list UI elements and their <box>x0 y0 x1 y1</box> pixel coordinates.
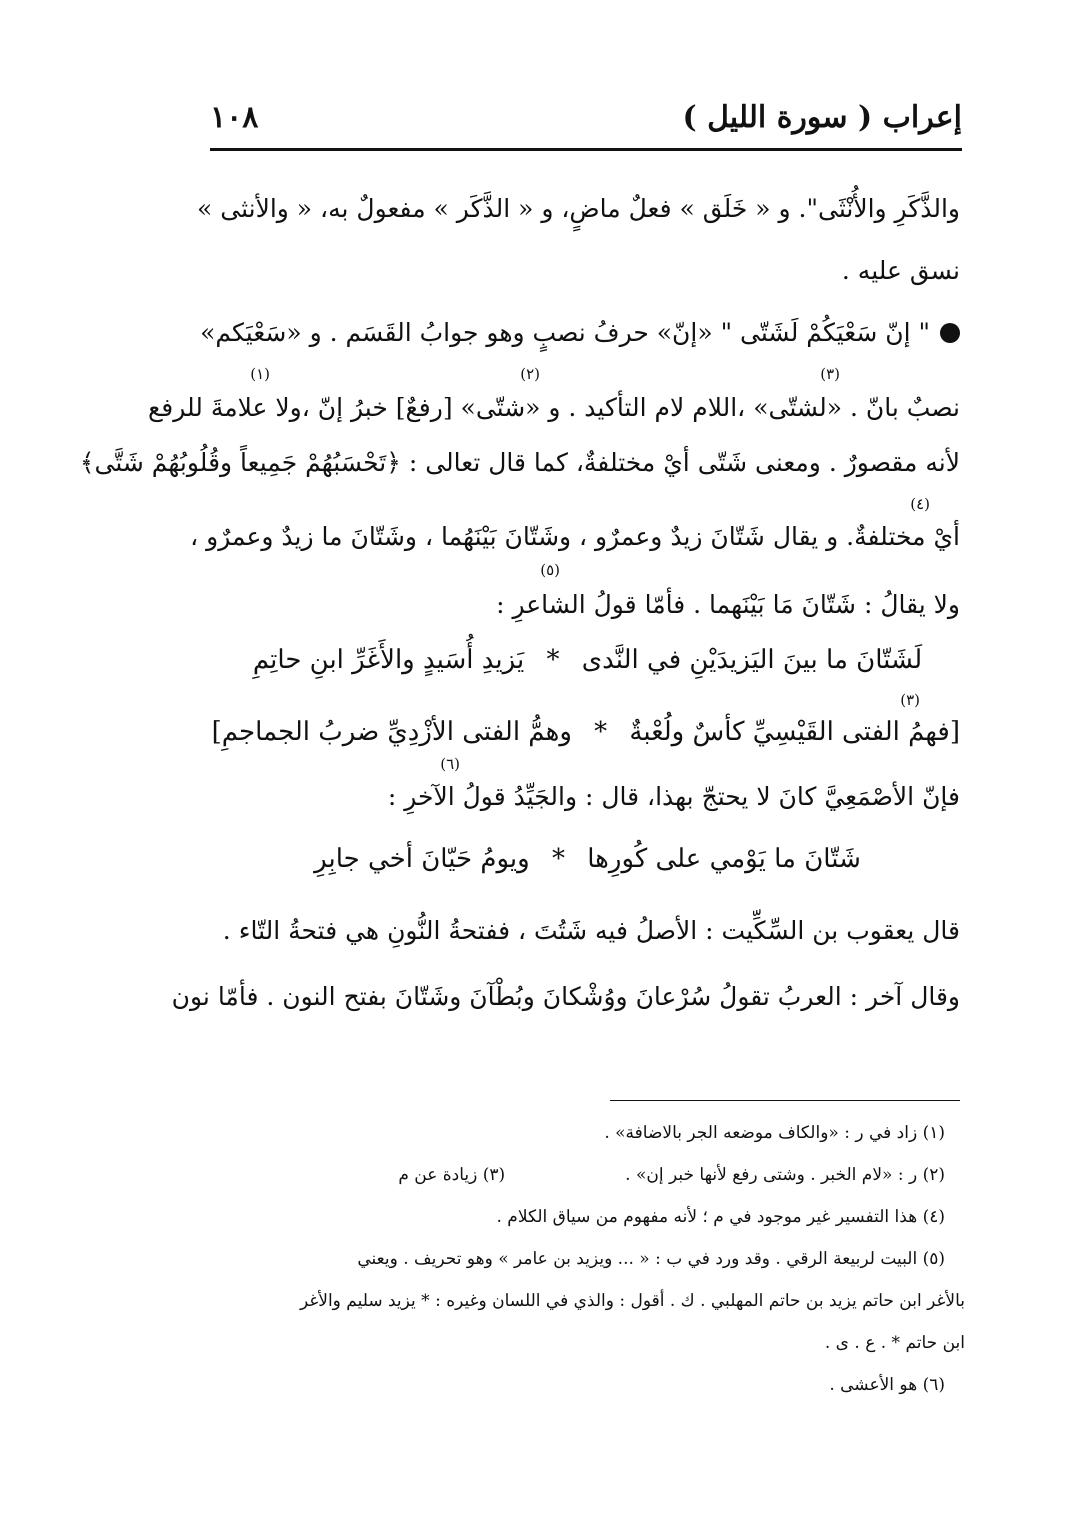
footnote-markers <box>215 560 960 580</box>
verse-line <box>215 630 960 690</box>
footnote-continuation: بالأغر ابن حاتم يزيد بن حاتم المهلبي . ك . أقول : والذي في اللسان وغيره : * يزيد سليم والأغر <box>299 1291 965 1311</box>
footnote-marker: (٥) <box>540 561 560 579</box>
footnote-marker: (٤) <box>910 495 930 513</box>
text-line-with-bullet <box>200 302 960 364</box>
footnotes <box>215 1112 965 1406</box>
footnote-marker: (٦) <box>440 755 460 773</box>
footnote-marker: (٢) <box>520 365 540 383</box>
verse-hemistich: وهمُّ الفتى الأزْدِيِّ ضربُ الجماجمِ] <box>211 717 572 747</box>
footnote-markers <box>215 364 960 384</box>
page-header <box>210 95 962 139</box>
verse-line <box>211 710 960 754</box>
footnote-continuation: ابن حاتم * . ع . ى . <box>824 1333 965 1353</box>
verse-line <box>215 820 960 898</box>
text-line: لأنه مقصورٌ . ومعنى شَتّى أيْ مختلفةٌ، كما قال تعالى : ﴿تَحْسَبُهُمْ جَمِيعاً وقُلُوبُهُمْ شَتَّى﴾ <box>79 448 960 477</box>
footnote-marker: (١) <box>250 365 270 383</box>
text-line: والذَّكَرِ والأُنْثَى". و « خَلَق » فعلٌ ماضٍ، و « الذَّكَر » مفعولٌ به، « والأنثى » <box>196 194 960 223</box>
text-line-content: " إنّ سَعْيَكُمْ لَشَتّى " «إنّ» حرفُ نصبٍ وهو جوابُ القَسَم . و «سَعْيَكم» <box>200 318 930 347</box>
text-line: نصبٌ بانّ . «لشتّى» ،اللام لام التأكيد . و «شتّى» [رفعٌ] خبرُ إنّ ،ولا علامةَ للرفع <box>147 393 960 422</box>
running-title: إعراب ( سورة الليل ) <box>682 99 962 135</box>
footnote: (٥) البيت لربيعة الرقي . وقد ورد في ب : « ... ويزيد بن عامر » وهو تحريف . ويعني <box>357 1249 945 1269</box>
page-number: ١٠٨ <box>210 99 259 135</box>
text-line: نسق عليه . <box>841 256 960 285</box>
text-line: قال يعقوب بن السِّكِّيت : الأصلُ فيه شَتُتَ ، ففتحةُ النُّونِ هي فتحةُ التّاء . <box>222 916 960 945</box>
verse-hemistich: [فهمُ الفتى القَيْسِيِّ كأسٌ ولُعْبةٌ <box>629 717 960 747</box>
verse-hemistich: شَتّانَ ما يَوْمي على كُورِها <box>587 844 861 874</box>
verse-separator: * <box>546 645 560 675</box>
main-text <box>79 178 960 1030</box>
verse-separator: * <box>551 844 565 874</box>
footnote-markers <box>215 494 960 514</box>
bullet-icon <box>940 323 960 343</box>
footnote: (١) زاد في ر : «والكاف موضعه الجر بالاضافة» . <box>604 1123 945 1143</box>
text-line: وقال آخر : العربُ تقولُ سُرْعانَ ووُشْكانَ وبُطْآنَ وشَتّانَ بفتح النون . فأمّا نون <box>171 982 960 1011</box>
header-rule <box>210 148 962 151</box>
footnote-markers <box>215 754 960 774</box>
footnote: (٢) ر : «لام الخبر . وشتى رفع لأنها خبر إن» . <box>625 1165 945 1185</box>
text-line: أيْ مختلفةٌ. و يقال شَتّانَ زيدٌ وعمرٌو ، وشَتّانَ بَيْنَهُما ، وشَتّانَ ما زيدٌ وعمرٌو ، <box>190 522 960 551</box>
footnote: (٦) هو الأعشى . <box>829 1375 945 1395</box>
verse-hemistich: يَزيدِ أُسَيدٍ والأَغَرِّ ابنِ حاتِمِ <box>252 645 525 675</box>
footnote-pair <box>215 1154 965 1196</box>
text-line: ولا يقالُ : شَتّانَ مَا بَيْنَهما . فأمّا قولُ الشاعرِ : <box>496 590 960 619</box>
verse-hemistich: ويومُ حَيّانَ أخي جابِرِ <box>314 844 530 874</box>
text-line: فإنّ الأصْمَعِيَّ كانَ لا يحتجّ بهذا، قال : والجَيِّدُ قولُ الآخرِ : <box>387 782 960 811</box>
footnote: (٤) هذا التفسير غير موجود في م ؛ لأنه مفهوم من سياق الكلام . <box>496 1207 945 1227</box>
footnote-marker: (٣) <box>820 365 840 383</box>
footnote-marker: (٣) <box>900 691 920 709</box>
footnote-markers <box>215 690 960 710</box>
verse-separator: * <box>594 717 608 747</box>
verse-hemistich: لَشَتّانَ ما بينَ اليَزيدَيْنِ في النَّدى <box>581 645 923 675</box>
footnote: (٣) زيادة عن م <box>398 1165 506 1185</box>
footnote-rule <box>610 1100 960 1101</box>
